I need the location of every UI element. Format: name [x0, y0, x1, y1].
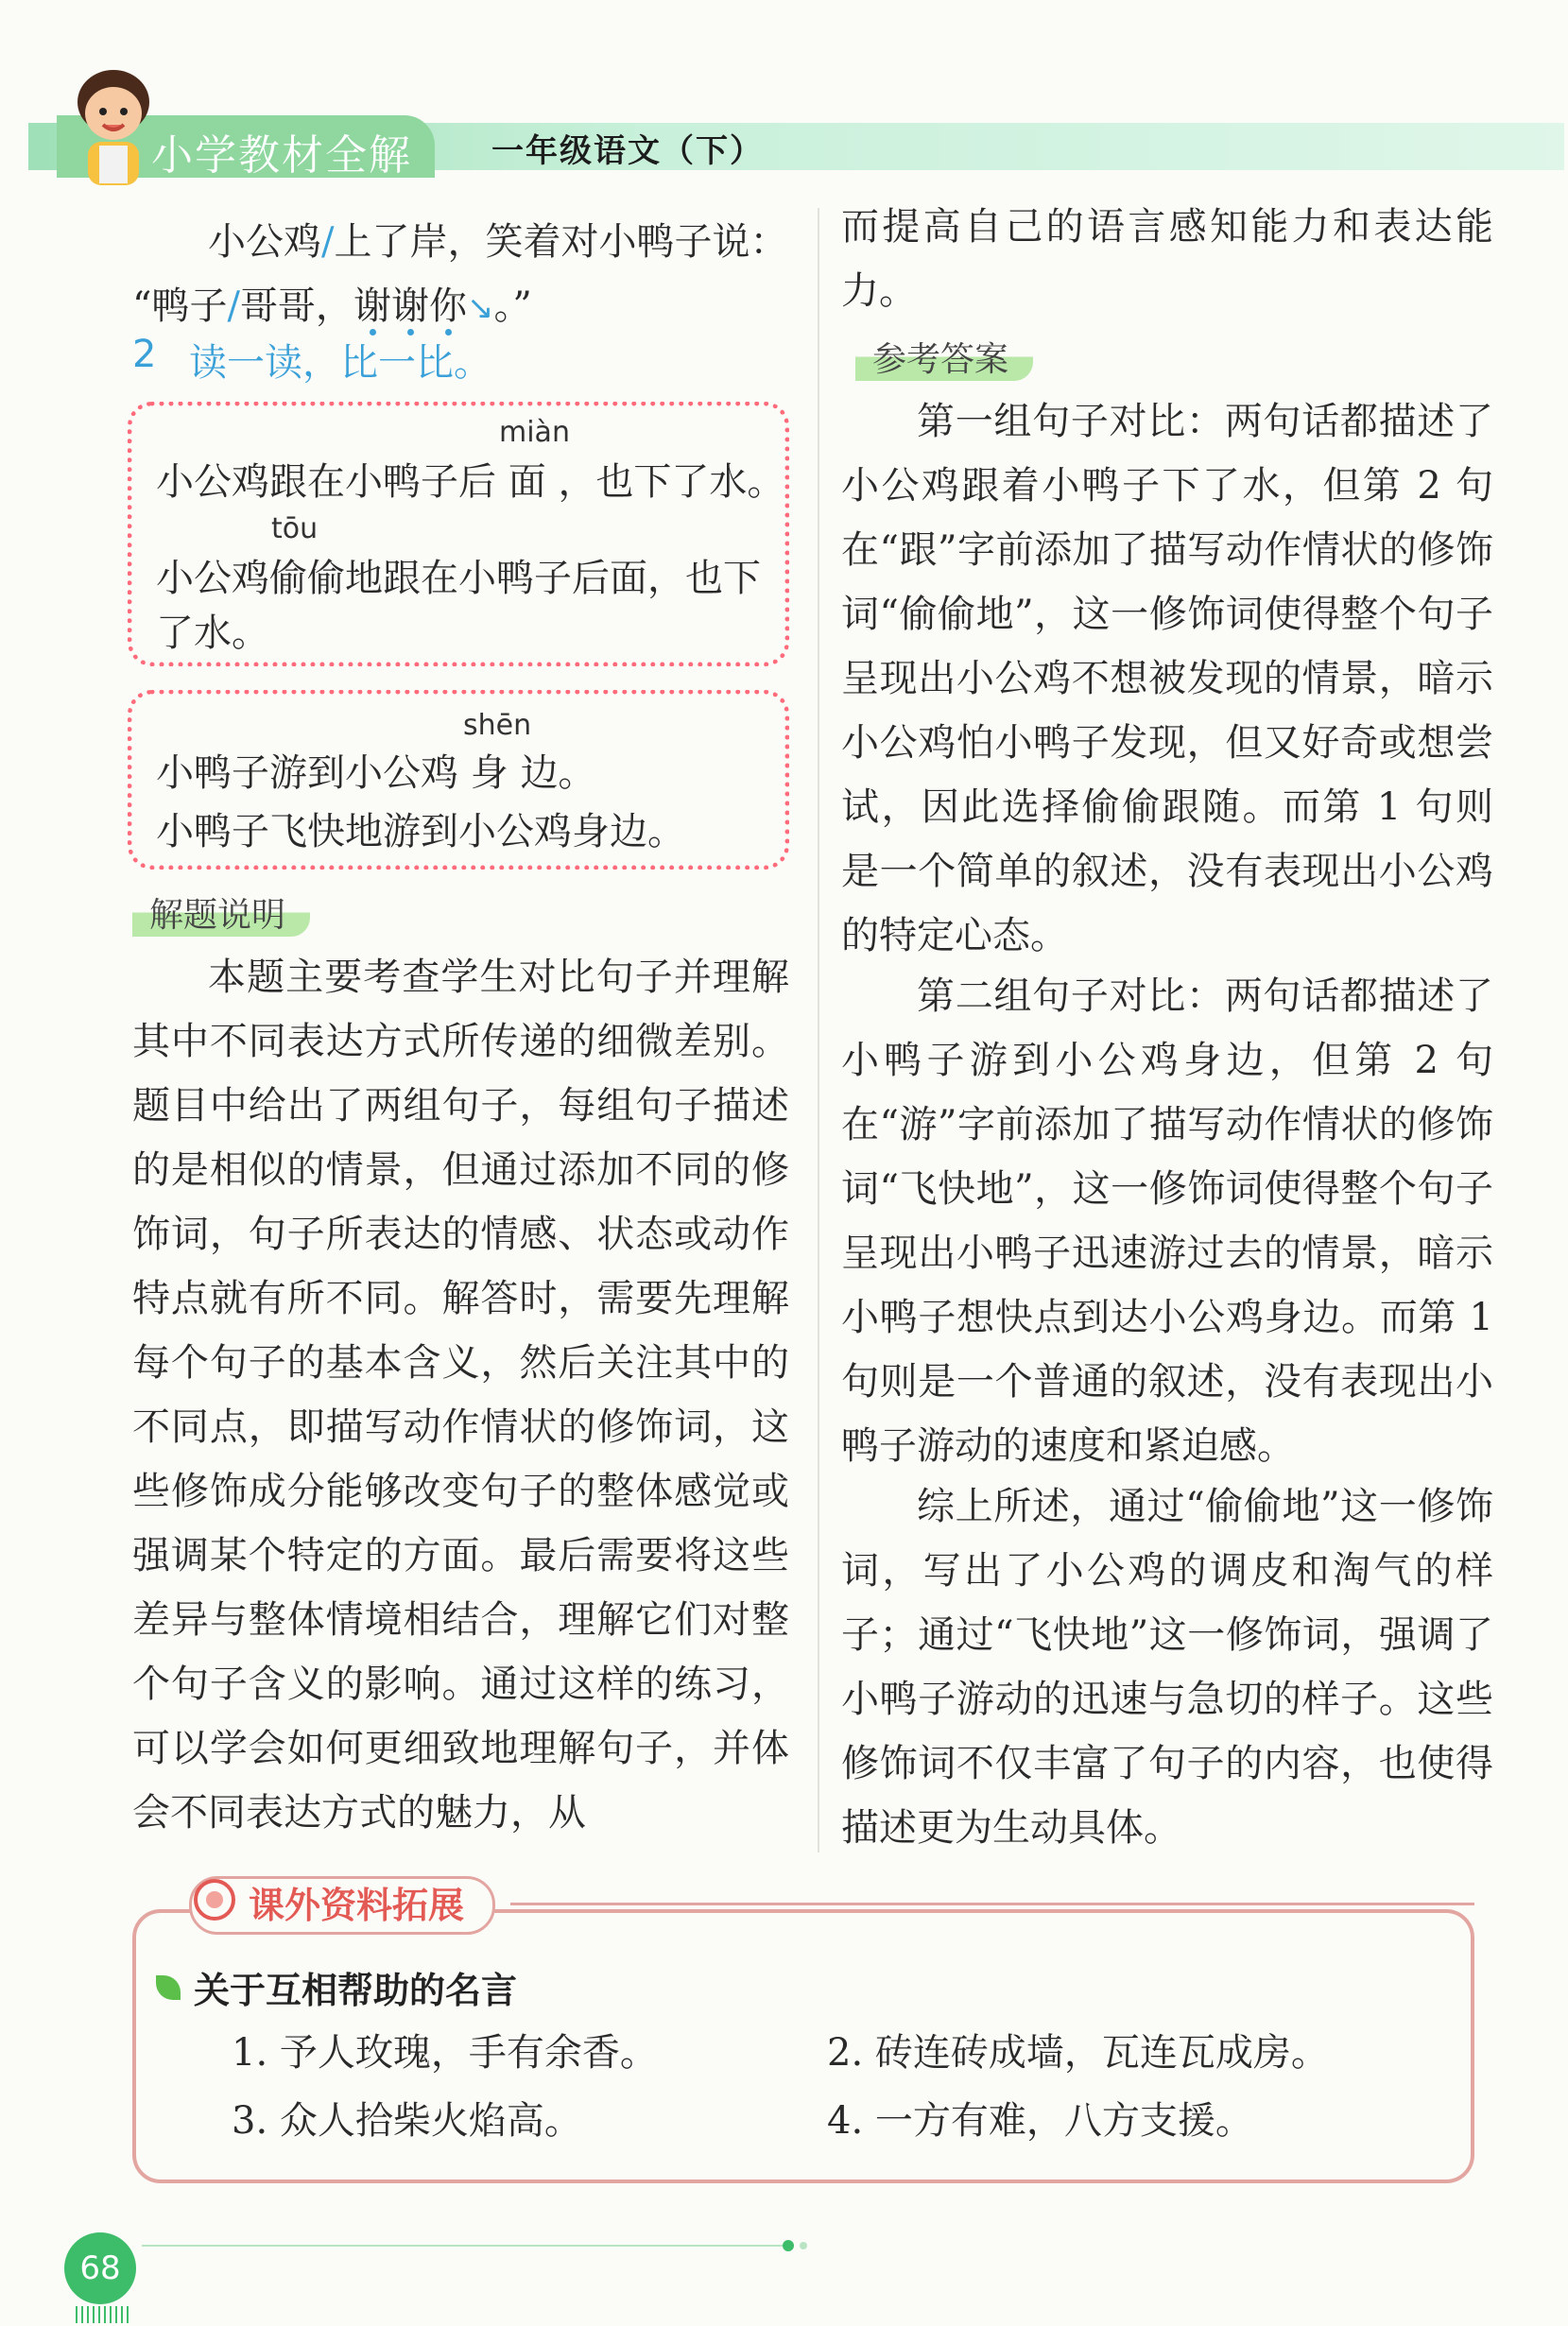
box1-sentence-1 — [156, 452, 784, 506]
phrase-break-slash: / — [321, 220, 335, 264]
box1-sentence-2-cont: 了水。 — [156, 612, 269, 655]
box2-sentence-2: 小鸭子飞快地游到小公鸡身边。 — [156, 810, 685, 853]
extension-title-tab — [189, 1876, 495, 1935]
footer-barcode-decoration — [76, 2306, 129, 2323]
box2-sentence-1 — [156, 743, 595, 797]
book-title: 小学教材全解 — [151, 131, 412, 180]
answer-para-3: 综上所述，通过“偷偷地”这一修饰词，写出了小公鸡的调皮和淘气的样子；通过“飞快地”这一修饰词，强调了小鸭子游动的迅速与急切的样子。这些修饰词不仅丰富了句子的内容，也使得描述更为生动具体。 — [841, 1485, 1493, 1850]
box1-s2-b: 偷地跟在小鸭子后面，也下 — [307, 557, 761, 600]
quote-item: 1. 予人玫瑰，手有余香。 — [232, 2031, 658, 2075]
box1-s1-b: ，也下了水。 — [558, 460, 785, 504]
pinyin-tou: tōu — [271, 512, 319, 545]
box1-s2-char: 偷 — [269, 557, 307, 600]
answer-para-2: 第二组句子对比：两句话都描述了小鸭子游到小公鸡身边，但第 2 句在“游”字前添加了描写动作情状的修饰词“飞快地”，这一修饰词使得整个句子呈现出小鸭子迅速游过去的情景，暗示小鸭子想快点到达小公鸡身边。而第 1 句则是一个普通的叙述，没有表现出小鸭子游动的速度和紧迫感。 — [841, 974, 1493, 1468]
box1-s1-a: 小公鸡跟在小鸭子后 — [156, 460, 496, 504]
box2-s1-a: 小鸭子游到小公鸡 — [156, 751, 458, 795]
box1-s1-char: 面 — [508, 460, 546, 504]
box2-s1-b: 边。 — [520, 751, 596, 795]
ring-icon — [194, 1879, 235, 1921]
falling-tone-arrow-icon: ↘ — [466, 289, 494, 327]
explain-label: 解题说明 — [132, 888, 310, 937]
box2-s1-char: 身 — [470, 751, 508, 795]
page-number: 68 — [64, 2232, 136, 2304]
footer-dot — [800, 2242, 807, 2249]
extension-rule — [510, 1903, 1474, 1905]
quote-item: 4. 一方有难，八方支援。 — [827, 2099, 1253, 2143]
column-divider — [818, 208, 819, 1852]
box1-sentence-2 — [156, 548, 761, 602]
quote-item: 2. 砖连砖成墙，瓦连瓦成房。 — [827, 2031, 1329, 2075]
mascot-boy-icon — [61, 64, 165, 187]
dotted-char: 你 — [428, 284, 467, 328]
pinyin-mian: miàn — [499, 416, 570, 449]
answer-para-1: 第一组句子对比：两句话都描述了小公鸡跟着小鸭子下了水，但第 2 句在“跟”字前添加了描写动作情状的修饰词“偷偷地”，这一修饰词使得整个句子呈现出小公鸡不想被发现的情景，暗示小公鸡怕小鸭子发现，但又好奇或想尝试，因此选择偷偷跟随。而第 1 句则是一个简单的叙述，没有表现出小公鸡的特定心态。 — [841, 400, 1493, 957]
dotted-char: 谢 — [390, 284, 429, 328]
phrase-break-slash: / — [227, 284, 240, 328]
extension-subtitle: 关于互相帮助的名言 — [194, 1970, 518, 2011]
answer-label: 参考答案 — [855, 333, 1033, 381]
intro-dialogue — [132, 210, 789, 340]
explain-text: 本题主要考查学生对比句子并理解其中不同表达方式所传递的细微差别。题目中给出了两组句子，每组句子描述的是相似的情景，但通过添加不同的修饰词，句子所表达的情感、状态或动作特点就有所不同。解答时，需要先理解每个句子的基本含义，然后关注其中的不同点，即描写动作情状的修饰词，这些修饰成分能够改变句子的整体感觉或强调某个特定的方面。最后需要将这些差异与整体情境相结合，理解它们对整个句子含义的影响。通过这样的练习，可以学会如何更细致地理解句子，并体会不同表达方式的魅力，从 — [132, 956, 789, 1835]
box1-s2-a: 小公鸡 — [156, 557, 269, 600]
footer-dot — [783, 2240, 794, 2251]
extension-title: 课外资料拓展 — [249, 1885, 465, 1926]
grade-title: 一年级语文（下） — [491, 132, 764, 170]
intro-line-2-b: 。” — [493, 284, 532, 328]
quote-item: 3. 众人拾柴火焰高。 — [232, 2099, 582, 2143]
dotted-char: 谢 — [353, 284, 391, 328]
intro-line-2-a: “鸭子/哥哥， — [132, 284, 353, 328]
question-number: 2 — [132, 333, 157, 376]
continue-text: 而提高自己的语言感知能力和表达能力。 — [841, 205, 1493, 313]
question-text: 读一读，比一比。 — [189, 341, 491, 385]
pinyin-shen: shēn — [463, 709, 532, 742]
footer-rule — [142, 2245, 784, 2247]
intro-line-1: 小公鸡/上了岸，笑着对小鸭子说： — [208, 220, 788, 264]
